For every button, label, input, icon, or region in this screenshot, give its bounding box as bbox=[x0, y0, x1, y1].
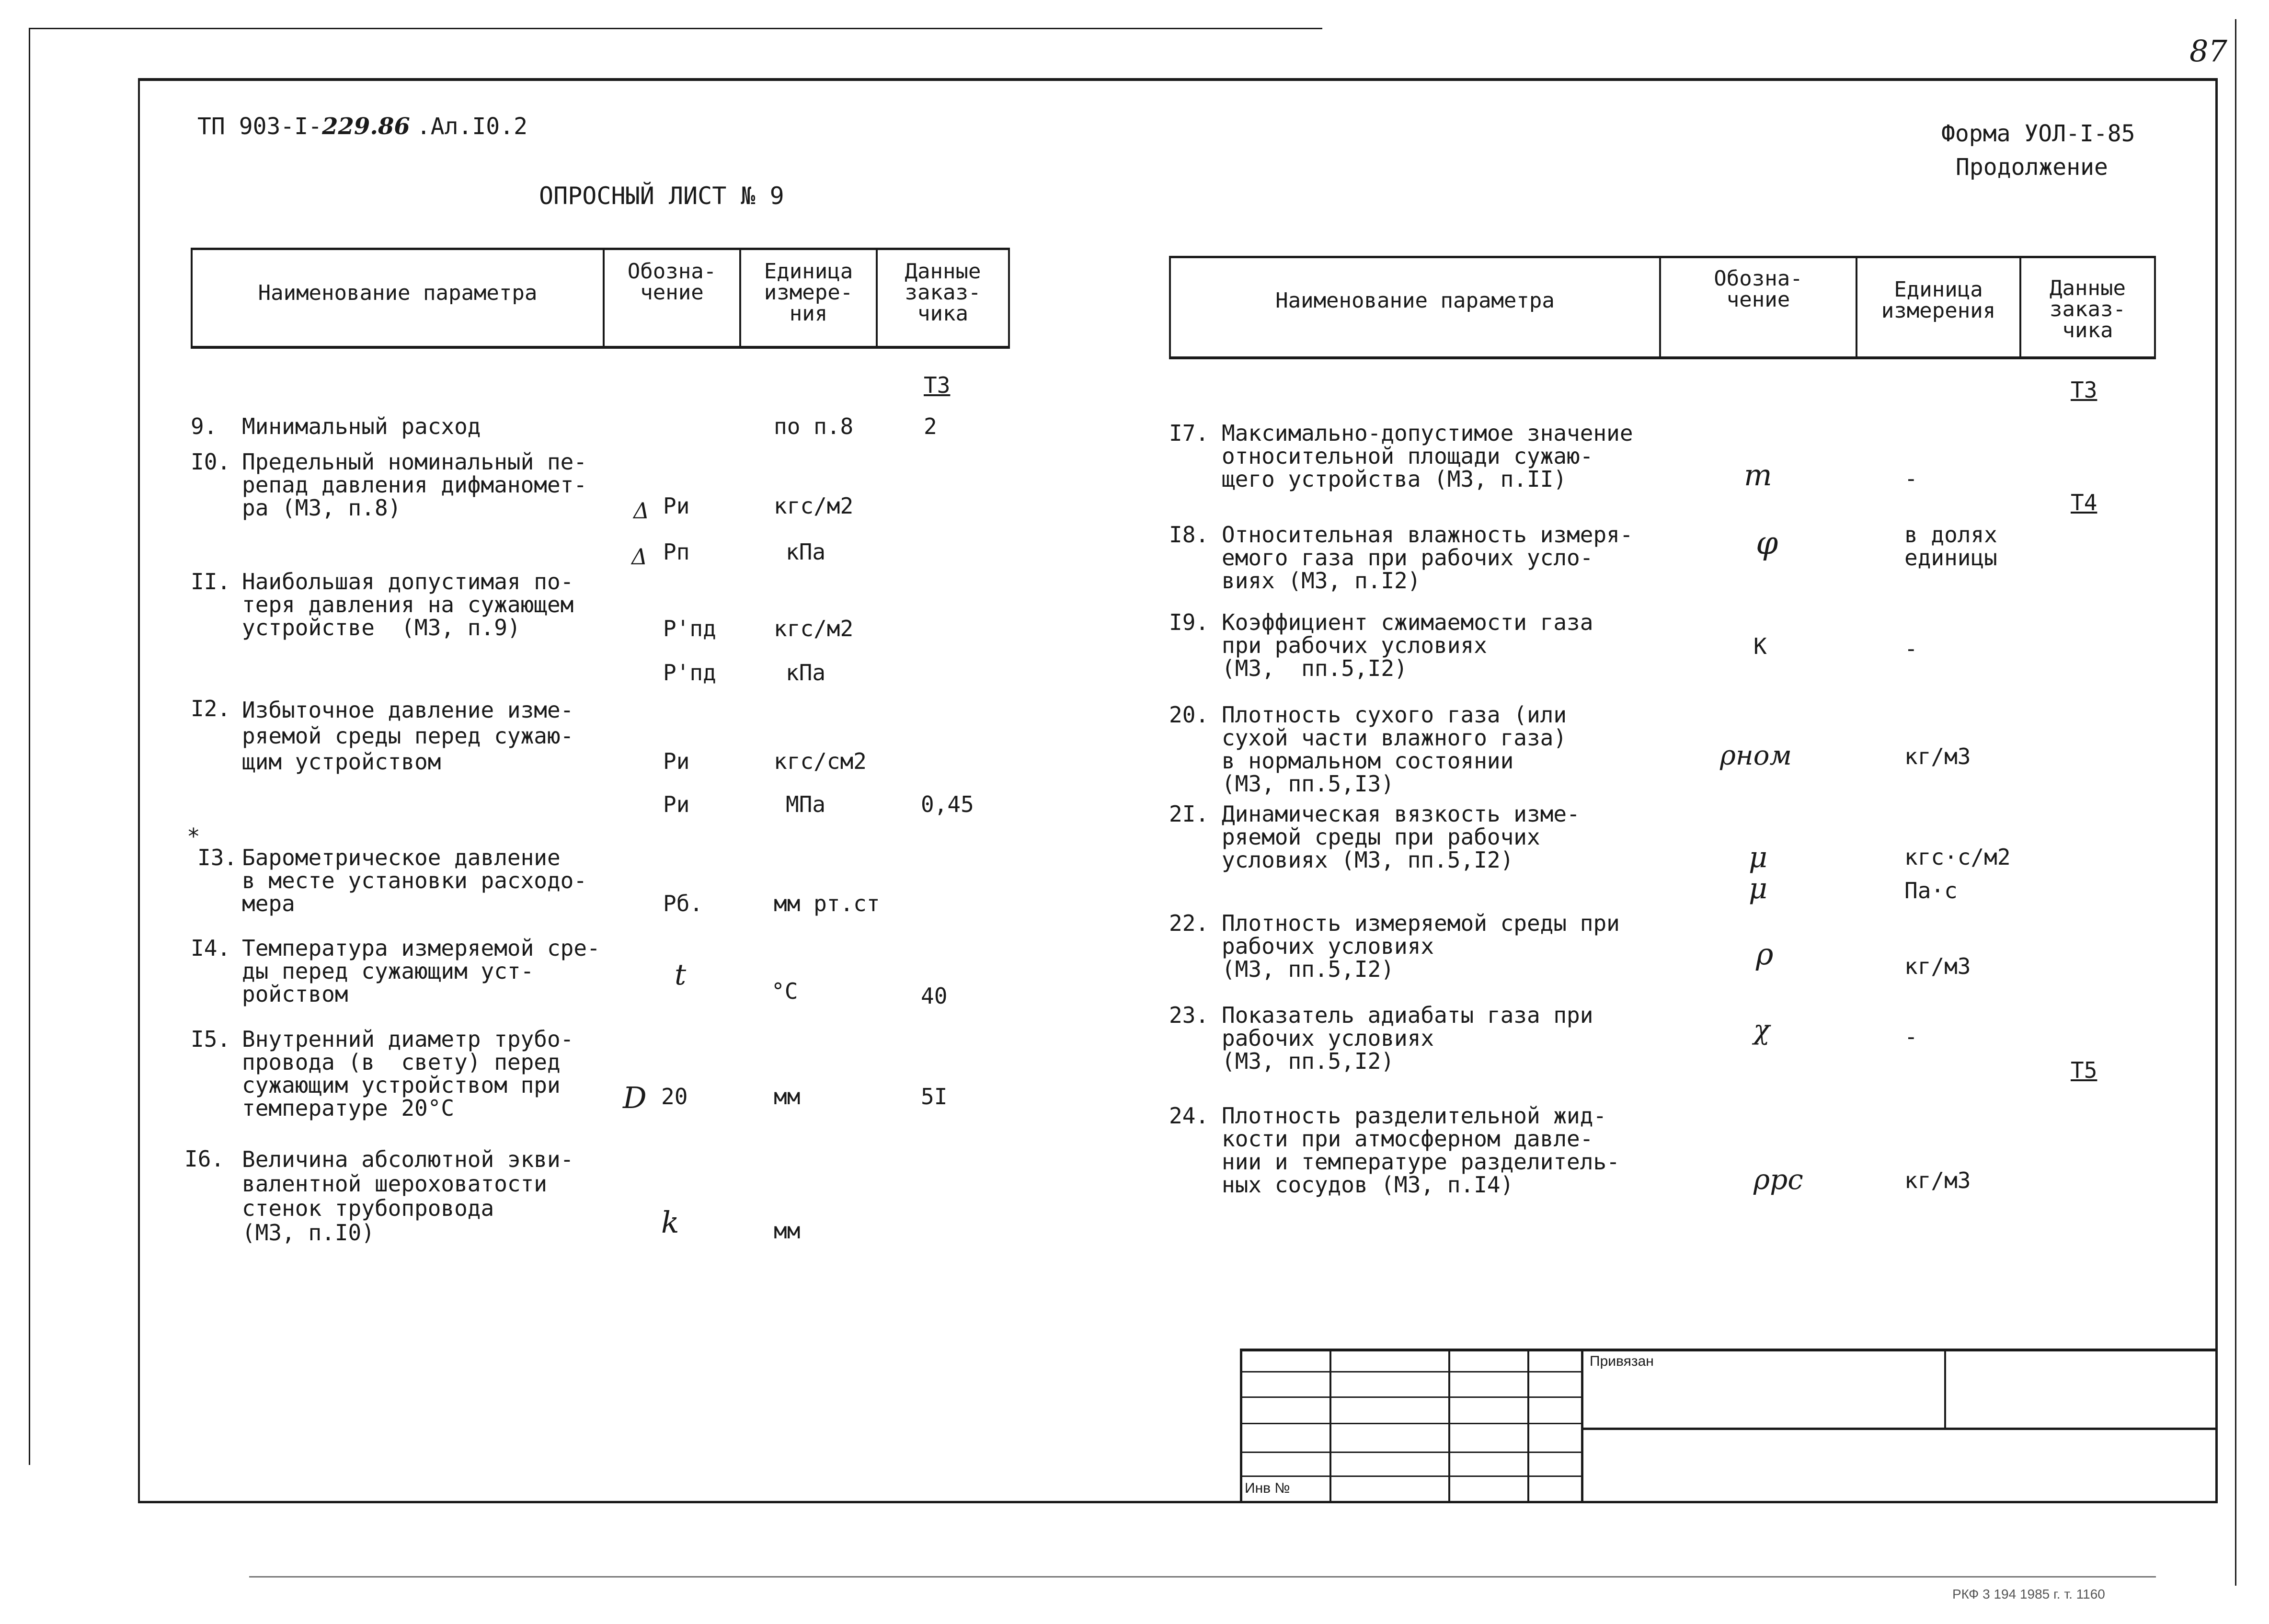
row-name: Максимально-допустимое значение относительной площади сужаю- щего устройства (МЗ, п.II) bbox=[1222, 420, 1633, 492]
doc-code-suffix: .Ал.I0.2 bbox=[416, 113, 527, 140]
row-unit-1: кгс/м2 bbox=[774, 616, 854, 641]
row-unit-2: кПа bbox=[786, 539, 826, 565]
row-name: Барометрическое давление в месте установки расходо- мера bbox=[242, 845, 587, 916]
row-name: Показатель адиабаты газа при рабочих условиях (МЗ, пп.5,I2) bbox=[1222, 1002, 1593, 1074]
row-number: I0. bbox=[191, 449, 231, 475]
outer-frame-right bbox=[2235, 19, 2236, 1586]
row-unit: мм рт.ст bbox=[774, 891, 880, 916]
row-name: Минимальный расход bbox=[242, 413, 481, 439]
row-symbol: m bbox=[1744, 457, 1772, 492]
row-name: Наибольшая допустимая по- теря давления на сужающем устройстве (МЗ, п.9) bbox=[242, 569, 574, 640]
row-number: 22. bbox=[1169, 910, 1209, 936]
row-value: 5I bbox=[921, 1084, 948, 1109]
tag-t3-left: Т3 bbox=[924, 372, 951, 398]
sheet-title: ОПРОСНЫЙ ЛИСТ № 9 bbox=[539, 182, 784, 210]
row-symbol: φ bbox=[1756, 525, 1778, 561]
row-symbol: ρ bbox=[1756, 937, 1774, 972]
row-number: I7. bbox=[1169, 420, 1209, 446]
row-symbol-2: μ bbox=[1749, 872, 1767, 905]
row-symbol-1: Р'пд bbox=[663, 616, 716, 641]
row-name: Величина абсолютной экви- валентной шероховатости стенок трубопровода (МЗ, п.I0) bbox=[242, 1146, 574, 1246]
row-unit-2: Па·с bbox=[1904, 878, 1958, 903]
outer-frame-top bbox=[29, 28, 1322, 29]
continuation-label: Продолжение bbox=[1956, 154, 2108, 181]
right-header-data: Данные заказ- чика bbox=[2050, 276, 2126, 343]
row-unit: по п.8 bbox=[774, 413, 854, 439]
row-number: I6. bbox=[184, 1146, 225, 1172]
row-name: Коэффициент сжимаемости газа при рабочих условиях (МЗ, пп.5,I2) bbox=[1222, 609, 1593, 681]
row-unit-1: кгс/м2 bbox=[774, 493, 854, 519]
left-header-unit: Единица измере- ния bbox=[764, 259, 853, 326]
row-symbol: χ bbox=[1753, 1015, 1770, 1046]
right-header-symbol: Обозна- чение bbox=[1714, 266, 1803, 312]
row-unit: - bbox=[1904, 466, 1918, 492]
row-symbol: D bbox=[623, 1080, 647, 1115]
row-symbol: k bbox=[661, 1205, 679, 1240]
row-symbol: t bbox=[675, 958, 687, 992]
tag-t5: Т5 bbox=[2071, 1057, 2097, 1083]
inner-frame-right bbox=[2215, 78, 2218, 1503]
outer-frame-left bbox=[29, 28, 30, 1465]
row-number: I4. bbox=[191, 935, 231, 961]
form-label: Форма УОЛ-I-85 bbox=[1941, 120, 2135, 147]
doc-code-prefix: ТП 903-I- bbox=[197, 113, 322, 140]
doc-code-handwritten: 229.86 bbox=[322, 113, 410, 140]
row-unit: °С bbox=[771, 978, 798, 1004]
document-code bbox=[197, 115, 527, 138]
row-symbol-1: Ри bbox=[663, 748, 690, 774]
row-name: Избыточное давление изме- ряемой среды перед сужаю- щим устройством bbox=[242, 697, 574, 775]
row-name: Плотность сухого газа (или сухой части влажного газа) в нормальном состоянии (МЗ, пп.5,I3) bbox=[1222, 702, 1567, 797]
row-symbol-1: Ри bbox=[663, 493, 690, 519]
row-symbol-2: Ри bbox=[663, 791, 690, 817]
row-value: 2 bbox=[924, 413, 937, 439]
row-unit: мм bbox=[774, 1084, 801, 1109]
row-unit: - bbox=[1904, 636, 1918, 662]
row-number: I2. bbox=[191, 696, 231, 721]
row-number: I9. bbox=[1169, 609, 1209, 635]
right-header-unit: Единица измерения bbox=[1881, 277, 1996, 323]
page-number: 87 bbox=[2189, 34, 2227, 69]
row-symbol: ρрс bbox=[1753, 1163, 1803, 1196]
row-value: 40 bbox=[921, 983, 948, 1009]
left-header-data: Данные заказ- чика bbox=[905, 259, 981, 326]
row-symbol: ρном bbox=[1720, 740, 1792, 771]
footer-note: РКФ 3 194 1985 г. т. 1160 bbox=[1952, 1587, 2105, 1601]
left-header-name: Наименование параметра bbox=[258, 281, 538, 305]
row-name: Предельный номинальный пе- репад давления дифманомет- ра (МЗ, п.8) bbox=[242, 449, 587, 521]
inner-frame-top bbox=[138, 78, 2217, 81]
row-name: Плотность измеряемой среды при рабочих условиях (МЗ, пп.5,I2) bbox=[1222, 910, 1620, 982]
row-number: I3. bbox=[197, 845, 238, 870]
row-name: Температура измеряемой сре- ды перед сужающим уст- ройством bbox=[242, 935, 600, 1007]
row-number: I8. bbox=[1169, 522, 1209, 548]
delta-mark-2: Δ bbox=[631, 544, 648, 570]
row-name: Относительная влажность измеря- емого газа при рабочих усло- виях (МЗ, п.I2) bbox=[1222, 522, 1633, 594]
row-name: Динамическая вязкость изме- ряемой среды при рабочих условиях (МЗ, пп.5,I2) bbox=[1222, 801, 1580, 873]
row-number: 20. bbox=[1169, 702, 1209, 728]
row-unit: в долях единицы bbox=[1904, 522, 1997, 571]
inner-frame-left bbox=[138, 78, 140, 1503]
row-unit: кг/м3 bbox=[1904, 1167, 1971, 1193]
tag-t4: Т4 bbox=[2071, 490, 2097, 515]
delta-mark: Δ bbox=[633, 498, 650, 524]
row-symbol: Рб. bbox=[663, 891, 703, 916]
tag-t3-right: Т3 bbox=[2071, 377, 2097, 403]
stamp-bound-label: Привязан bbox=[1590, 1353, 1654, 1369]
row-symbol-2: Р'пд bbox=[663, 660, 716, 686]
row-number: 23. bbox=[1169, 1002, 1209, 1028]
row-number: 2I. bbox=[1169, 801, 1209, 827]
row-unit-2: кПа bbox=[786, 660, 826, 686]
inner-frame-bottom bbox=[138, 1501, 2217, 1503]
row-unit-1: кгс·с/м2 bbox=[1904, 844, 2011, 870]
row-value-2: 0,45 bbox=[921, 791, 974, 817]
row-name: Внутренний диаметр трубо- провода (в свету) перед сужающим устройством при температуре 20°С bbox=[242, 1026, 574, 1121]
row-name: Плотность разделительной жид- кости при атмосферном давле- нии и температуре разделитель- ных сосудов (МЗ, п.I4) bbox=[1222, 1103, 1620, 1198]
row-number: 9. bbox=[191, 413, 218, 439]
asterisk-mark: * bbox=[187, 823, 200, 849]
row-number: II. bbox=[191, 569, 231, 595]
row-symbol-note: 20 bbox=[661, 1084, 688, 1109]
outer-frame-bottom-line bbox=[249, 1576, 2156, 1578]
row-unit: кг/м3 bbox=[1904, 743, 1971, 769]
row-symbol-2: Рп bbox=[663, 539, 690, 565]
row-number: I5. bbox=[191, 1026, 231, 1052]
row-unit: мм bbox=[774, 1218, 801, 1244]
row-unit: кг/м3 bbox=[1904, 953, 1971, 979]
row-symbol: К bbox=[1753, 633, 1767, 659]
row-unit-2: МПа bbox=[786, 791, 826, 817]
row-symbol-1: μ bbox=[1749, 841, 1767, 874]
row-unit-1: кгс/см2 bbox=[774, 748, 867, 774]
left-header-symbol: Обозна- чение bbox=[627, 259, 717, 305]
row-unit: - bbox=[1904, 1024, 1918, 1050]
stamp-inv-label: Инв № bbox=[1245, 1480, 1290, 1496]
right-header-name: Наименование параметра bbox=[1275, 288, 1555, 313]
row-number: 24. bbox=[1169, 1103, 1209, 1129]
